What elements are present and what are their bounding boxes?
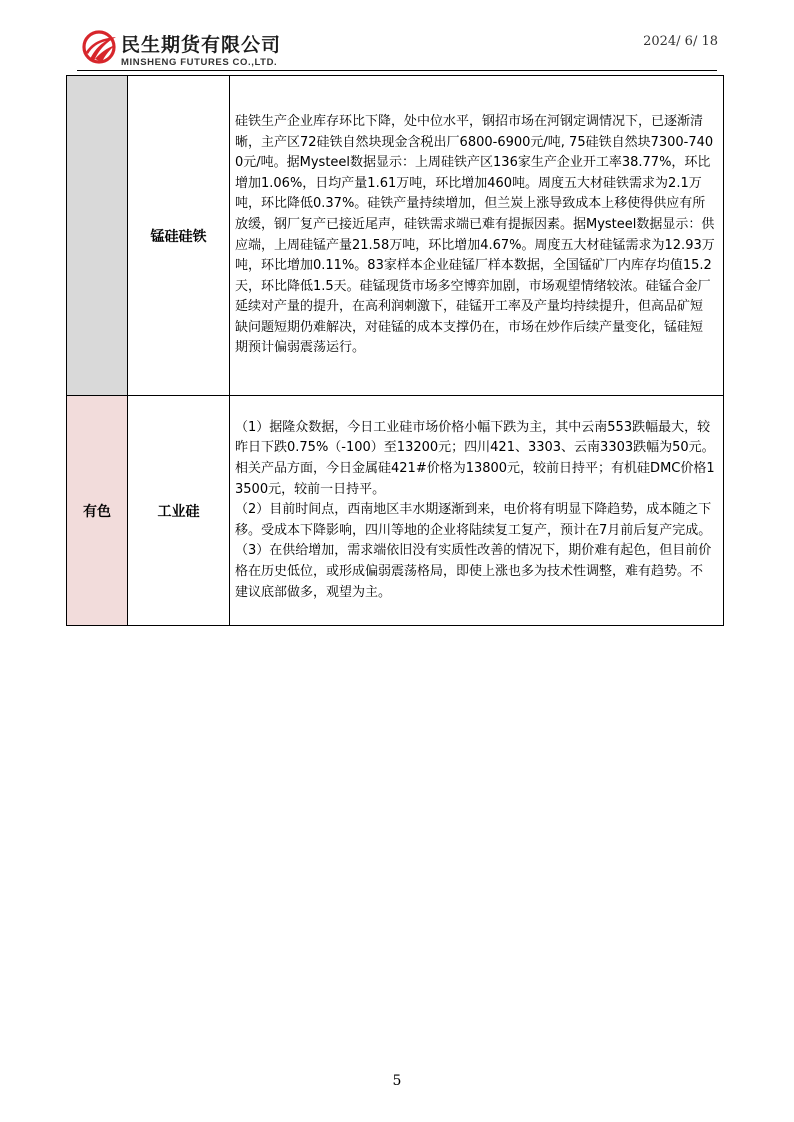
table-row xyxy=(67,396,724,626)
subcategory-cell: 工业硅 xyxy=(128,396,230,626)
report-date: 2024/ 6/ 18 xyxy=(643,34,718,49)
page-header xyxy=(0,0,794,80)
table-row xyxy=(67,76,724,396)
commodity-table xyxy=(66,75,724,626)
analysis-paragraph: 硅铁生产企业库存环比下降，处中位水平，钢招市场在河钢定调情况下，已逐渐清晰，主产区72硅铁自然块现金含税出厂6800-6900元/吨, 75硅铁自然块7300-7400元/吨。据Mysteel数据显示：上周硅铁产区136家生产企业开工率38.77%，环比增加1.06%，日均产量1.61万吨，环比增加460吨。周度五大材硅铁需求为2.1万吨，环比降低0.37%。硅铁产量持续增加，但兰炭上涨导致成本上移使得供应有所放缓，钢厂复产已接近尾声，硅铁需求端已难有提振因素。据Mysteel数据显示：供应端，上周硅锰产量21.58万吨，环比增加4.67%。周度五大材硅锰需求为12.93万吨，环比增加0.11%。83家样本企业硅锰厂样本数据，全国锰矿厂内库存均值15.2天，环比降低1.5天。硅锰现货市场多空博弈加剧，市场观望情绪较浓。硅锰合金厂延续对产量的提升，在高利润刺激下，硅锰开工率及产量均持续提升，但高品矿短缺问题短期仍难解决，对硅锰的成本支撑仍在，市场在炒作后续产量变化，锰硅短期预计偏弱震荡运行。 xyxy=(235,113,715,356)
header-divider xyxy=(77,70,717,71)
subcategory-cell: 锰硅硅铁 xyxy=(128,76,230,396)
category-cell: 有色 xyxy=(67,396,128,626)
analysis-paragraph: （2）目前时间点，西南地区丰水期逐渐到来，电价将有明显下降趋势，成本随之下移。受成本下降影响，四川等地的企业将陆续复工复产，预计在7月前后复产完成。 xyxy=(235,502,712,538)
company-name-cn: 民生期货有限公司 xyxy=(121,34,282,56)
analysis-cell xyxy=(230,396,724,626)
page-number: 5 xyxy=(392,1073,402,1089)
analysis-cell xyxy=(230,76,724,396)
analysis-paragraph: （3）在供给增加，需求端依旧没有实质性改善的情况下，期价难有起色，但目前价格在历史低位，或形成偏弱震荡格局，即使上涨也多为技术性调整，难有趋势。不建议底部做多，观望为主。 xyxy=(235,543,712,600)
analysis-paragraph: （1）据隆众数据，今日工业硅市场价格小幅下跌为主，其中云南553跌幅最大，较昨日下跌0.75%（-100）至13200元；四川421、3303、云南3303跌幅为50元。相关产品方面，今日金属硅421#价格为13800元，较前日持平；有机硅DMC价格13500元，较前一日持平。 xyxy=(235,419,715,497)
company-name-en: MINSHENG FUTURES CO.,LTD. xyxy=(121,57,278,68)
category-cell xyxy=(67,76,128,396)
minsheng-logo-icon xyxy=(82,28,118,66)
